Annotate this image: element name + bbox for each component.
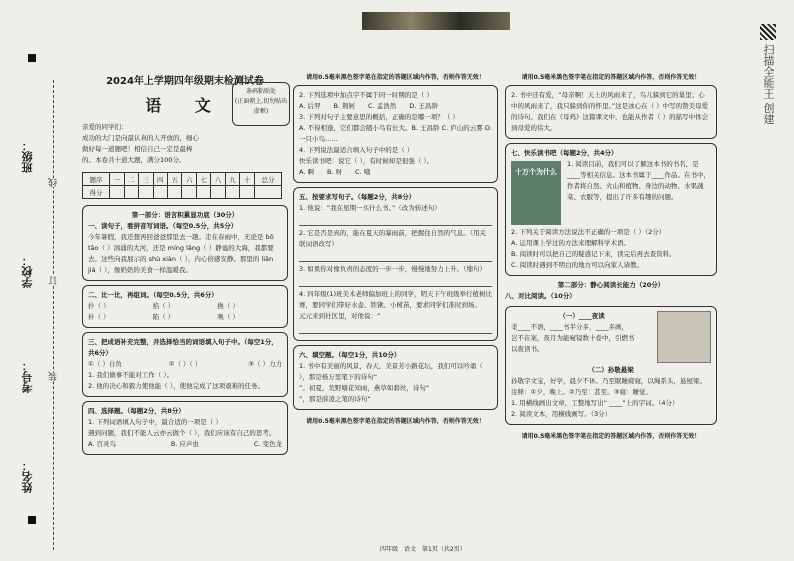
q4-option[interactable]: B. 应声虫 (170, 440, 199, 448)
q2-item[interactable]: 陷（ ） (152, 313, 175, 321)
q8-sentence-2: 2. 阅读文本，用横线画写。（3分） (511, 410, 612, 418)
part-2-title: 第二部分：静心阅读长能力（20分） (557, 281, 665, 289)
barcode-label: 条码粘贴处 (245, 88, 276, 95)
seal-label: 订 (49, 276, 59, 285)
exam-title: 2024年上学期四年级期末检测试卷 (106, 76, 264, 87)
q2-item[interactable]: 掐（ ） (152, 302, 175, 310)
bind-label: 装 (49, 372, 59, 381)
score-cell[interactable] (196, 186, 210, 199)
section-4-box (82, 401, 288, 455)
score-cell[interactable] (139, 186, 153, 199)
q2-item[interactable]: 换（ ） (217, 302, 239, 310)
binding-sidebar (0, 40, 80, 540)
section-6-cont-box (505, 85, 717, 139)
poem-1-line: 柔____不语，____书半分多，____多画， (511, 323, 628, 331)
q2-grid (88, 301, 282, 323)
score-col: 四 (153, 173, 167, 186)
score-col: 六 (182, 173, 196, 186)
q3-item[interactable]: ①（ ）自负 (88, 360, 122, 368)
exam-subject: 语 文 (145, 96, 225, 115)
poem-1-line: 以夜读书。 (511, 345, 544, 353)
barcode-area (232, 82, 290, 126)
barcode-note: (正面朝上,切勿贴出虚框) (234, 98, 288, 115)
column-3-notice: 请用0.5毫米黑色签字笔在指定的答题区域内作答，否则作答无效！ (521, 74, 701, 81)
q7-title: 七、快乐读书吧（每题2分，共4分） (511, 149, 618, 157)
class-label: 班级： (21, 140, 34, 173)
q5-sentence-4: 4. 四年级(1)班美术老师偏加班上的同学，明天下午班级举行植树比赛，要同学们带好水壶、铁锹、小树苗，要求同学们准时到场。 (299, 290, 492, 309)
score-col: 总分 (254, 173, 281, 186)
number-label: 考号： (21, 360, 34, 393)
q3-item[interactable]: ③（ ）力力 (248, 360, 282, 368)
column-1 (82, 40, 288, 510)
top-scan-artifact (362, 12, 510, 30)
score-col: 三 (139, 173, 153, 186)
q5-sentence-2: 2. 它是否是真的，能在夏天的暴雨前，把握住自然的气息。（用关联词语改写） (299, 229, 487, 248)
score-col: 八 (211, 173, 225, 186)
q6-title: 六、填空题。（每空1分，共10分） (299, 351, 401, 359)
q-b: 3. 下列对句子主要意思的概括，正确的是哪一项？（ ） (299, 113, 459, 121)
score-cell[interactable] (211, 186, 225, 199)
q5-sentence-4b: 元元来到社区里，对他说：“ (299, 312, 381, 320)
q6-continued: 2. 书中还有爱，“母亲啊！天上的风雨来了，鸟儿躲到它的巢里；心中的风雨来了，我只躲到你的怀里。”这是冰心在（ ）中写的赞美母爱的诗句。我们在《母鸡》这篇课文中，也能从作者（ ）的描写中体会到母爱的伟大。 (511, 91, 709, 132)
q3-sentence-2: 2. 他的决心和毅力使他能（ ），使他完成了这项艰难的任务。 (88, 382, 265, 390)
section-choice-cont-box (293, 85, 498, 183)
score-row-label: 得分 (83, 186, 110, 199)
q7-sentence-2: 2. 下列关于阅读方法说法不正确的一项是（ ）（2分） (511, 228, 666, 236)
score-cell[interactable] (110, 186, 124, 199)
score-cell[interactable] (254, 186, 281, 199)
column-2-footer: 请用0.5毫米黑色签字笔在指定的答题区域内作答，否则作答无效！ (306, 418, 485, 425)
q2-item[interactable]: 扑（ ） (88, 302, 110, 310)
score-col: 二 (124, 173, 138, 186)
watermark-text: 扫描全能王 创建 (762, 44, 775, 125)
registration-mark (28, 516, 36, 524)
q3-sentence-1: 1. 我们做事不能对工作（ ）。 (88, 371, 174, 379)
score-col: 五 (167, 173, 181, 186)
q6-sentence-1: 1. 书中有美丽的风景，春天，美景芳小路花坛，我们可以吟诵（ ），那是杨万里笔下的诗句“ (299, 362, 483, 381)
q7-option[interactable]: A. 运用课上学过的方法来理解科学术语。 (511, 239, 630, 247)
q2-item[interactable]: 唤（ ） (217, 313, 239, 321)
q7-option[interactable]: C. 阅读时遇到不明白的地方可以向家人请教。 (511, 261, 644, 269)
q3-items (88, 359, 282, 370)
q2-item[interactable]: 朴（ ） (88, 313, 110, 321)
section-7-box (505, 143, 717, 276)
q8-sentence-1: 1. 用横线画出文章，工整地写出“ ____”上的字词。（4分） (511, 399, 679, 407)
column-2-notice: 请用0.5毫米黑色签字笔在指定的答题区域内作答，否则作答无效！ (306, 74, 485, 81)
q-a-options: A. 后羿 B. 荆轲 C. 孟浩然 D. 王昌龄 (299, 102, 438, 110)
q5-sentence-3: 3. 如果你对像负责的态度的一步一步，慢慢地努力上升。（缩句） (299, 265, 487, 273)
q6-sentence-2: ”。初夏，荒野塘花知雨，燕草如碧丝，诗句“ (299, 384, 430, 392)
q4-options (88, 439, 282, 450)
poem-1-title: （一）____夜读 (559, 312, 605, 320)
answer-line[interactable] (299, 324, 492, 334)
q7-sentence-1: 1. 阅读目前，我们可以了解这本书的书名，是____等相关信息。这本书属于____作品。在书中，作者将自然、火山和植物、身边的动物、水果蔬菜、衣服等，提出了许多有趣的问题。 (567, 160, 710, 201)
q1-title: 一、读句子，看拼音写词语。（每空0.5分，共5分） (88, 222, 238, 230)
qr-code-icon (760, 24, 776, 40)
q4-sentence-1b: 遇到问题，我们不能人云亦云做个（ ），我们应该有自己的思考。 (88, 429, 276, 437)
q7-option[interactable]: B. 阅读时可以把自己的疑惑记下来，读完后再去查资料。 (511, 250, 676, 258)
reading-illustration (657, 311, 711, 363)
score-col: 十 (240, 173, 254, 186)
book-cover-image (511, 161, 561, 225)
q5-title: 五、按要求写句子。（每题2分，共8分） (299, 193, 416, 201)
section-2-box (82, 285, 288, 328)
section-3-box (82, 332, 288, 397)
score-cell[interactable] (240, 186, 254, 199)
q-c-text: 快乐读书吧：说它（ ），有时候却是很强（ ）。 (299, 157, 434, 165)
score-row-label: 题序 (83, 173, 110, 186)
q2-title: 二、比一比，再组词。（每空0.5分，共6分） (88, 291, 218, 299)
q-b-text: A. 不得相逢，它们都会随小鸟有长大。B. 王昌龄 C. 庐山的云雾 D. 一只小鸟...... (299, 124, 492, 143)
poem-2-note: 注释：①夕，晚上。②乃至：甚至。③寝：睡觉。 (511, 388, 652, 396)
score-col: 一 (110, 173, 124, 186)
section-6-box (293, 345, 498, 410)
score-table (82, 172, 282, 199)
q1-text: 今年暑假，我还想再回爸爸那里去一趟。走在春雨中，无论是 bō tāo（ ）汹涌的大河，还是 míng lǎng（ ）静谧的大海，我都要去。这些向我展示的 shù xiàn（ ），内心倍感安静。那里的 liǎn jiá（ ），像奶奶的美食一样温暖我。 (88, 233, 274, 274)
q-c: 4. 下列说法最适合填入句子中的是（ ） (299, 146, 414, 154)
answer-line[interactable] (299, 277, 492, 287)
line-label: 线 (49, 178, 59, 187)
intro: 成功的大门是向最认真的人开放的，细心做好每一道题吧！相信自己一定是最棒的。本卷共十道大题，满分100分。 (82, 134, 199, 164)
q8-title: 八、对比阅读。（10分） (505, 292, 576, 300)
book-title: 十万个为什么 (515, 168, 557, 176)
score-cell[interactable] (167, 186, 181, 199)
column-2 (293, 72, 498, 542)
part-1-title: 第一部分：语言积累显功底（30分） (131, 211, 239, 219)
q4-title: 四、选择题。（每题2分，共8分） (88, 407, 185, 415)
score-cell[interactable] (124, 186, 138, 199)
scanner-watermark (760, 24, 790, 164)
section-8-box (505, 306, 717, 425)
page-footer: 四年级 语文 第1页（共2页） (380, 546, 466, 553)
q3-title: 三、把成语补充完整，并选择恰当的词语填入句子中。（每空1分，共6分） (88, 338, 278, 357)
score-cell[interactable] (225, 186, 239, 199)
school-label: 学校： (21, 255, 34, 288)
poem-2-title: （二）孙敬悬梁 (588, 366, 634, 374)
q4-option[interactable]: A. 百灵鸟 (88, 440, 116, 448)
poem-2-line: 孙敬字文宝，好学，晨夕不休。乃至眠睡疲寝，以绳系头，悬屋梁。 (511, 377, 706, 385)
answer-line[interactable] (299, 252, 492, 262)
name-label: 姓名： (21, 460, 34, 493)
q6-sentence-3: ”，那是薛凌之笔的诗句“ (299, 395, 371, 403)
q5-sentence-1: 1. 他说：“我在星期一买什么书。”（改为转述句） (299, 204, 441, 212)
registration-mark (28, 54, 36, 62)
score-col: 七 (196, 173, 210, 186)
q3-item[interactable]: ②（ ）（ ） (168, 360, 202, 368)
q4-option[interactable]: C. 变色龙 (253, 440, 282, 448)
score-cell[interactable] (182, 186, 196, 199)
score-col: 九 (225, 173, 239, 186)
greeting: 亲爱的同学们： (82, 123, 128, 131)
q4-sentence-1: 1. 下列词语填入句子中，最合适的一项是（ ） (88, 418, 222, 426)
column-3 (505, 72, 717, 542)
section-1-box (82, 205, 288, 281)
section-5-box (293, 187, 498, 341)
answer-line[interactable] (299, 216, 492, 226)
poem-1-line: 岂不在案，夜月为能窥镜数十卷中，引燃书 (511, 334, 635, 342)
q-c-options: A. 啊 B. 呀 C. 哦 (299, 168, 371, 176)
q-a: 2. 下列选项中加点字不属于同一时期的是（ ） (299, 91, 433, 99)
binding-line (53, 80, 54, 550)
column-3-footer: 请用0.5毫米黑色签字笔在指定的答题区域内作答，否则作答无效！ (521, 433, 701, 440)
score-cell[interactable] (153, 186, 167, 199)
